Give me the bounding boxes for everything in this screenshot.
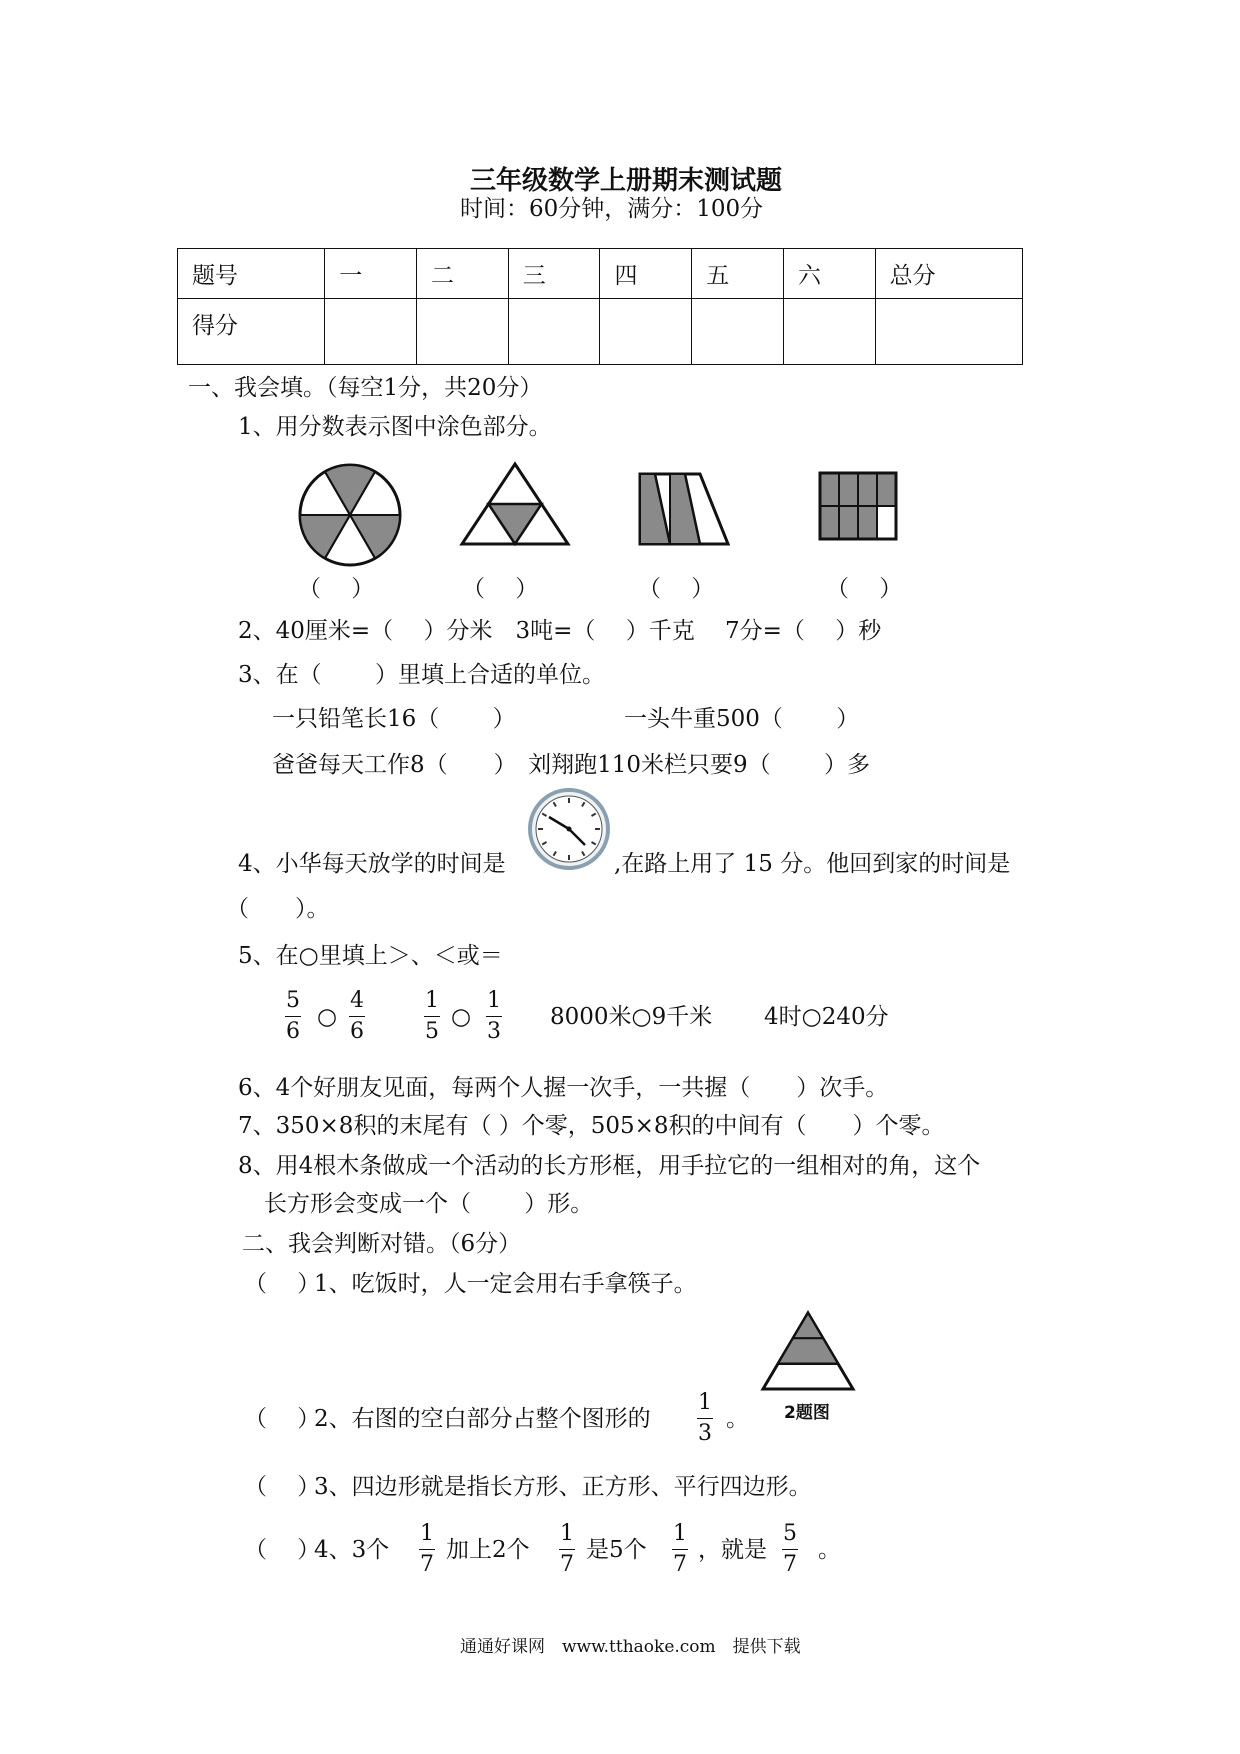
judge-blank-3[interactable]: （ ） bbox=[244, 1474, 321, 1500]
judge-blank-4[interactable]: （ ） bbox=[244, 1537, 321, 1563]
score-cell bbox=[325, 299, 417, 365]
score-table-col-5: 五 bbox=[692, 249, 784, 299]
score-table-col-2: 二 bbox=[417, 249, 509, 299]
q4-text-2: ,在路上用了 15 分。他回到家的时间是 bbox=[614, 851, 1011, 877]
footer: 通通好课网 www.tthaoke.com 提供下载 bbox=[460, 1637, 801, 1657]
q5-text: 5、在○里填上＞、＜或＝ bbox=[238, 943, 503, 969]
triangle-fraction-figure bbox=[459, 461, 571, 547]
exam-info: 时间：60分钟，满分：100分 bbox=[460, 196, 764, 222]
q1-blank-4[interactable]: （ ） bbox=[826, 576, 903, 602]
compare-circle[interactable]: ○ bbox=[451, 1004, 472, 1030]
q1-blank-1[interactable]: （ ） bbox=[298, 576, 375, 602]
trapezoid-fraction-figure bbox=[637, 471, 731, 547]
judge-2-fraction: 1 3 bbox=[698, 1390, 712, 1446]
q3-line1b: 一头牛重500（ ） bbox=[624, 706, 860, 732]
judge-4-text-d: ，就是 bbox=[698, 1537, 767, 1563]
compare-circle[interactable]: ○ bbox=[317, 1004, 338, 1030]
q3-text: 3、在（ ）里填上合适的单位。 bbox=[238, 662, 605, 688]
judge-4-fraction: 1 7 bbox=[673, 1521, 687, 1577]
q5-fraction: 1 3 bbox=[487, 988, 501, 1044]
judge-4-fraction-result: 5 7 bbox=[783, 1521, 797, 1577]
q1-blank-2[interactable]: （ ） bbox=[462, 576, 539, 602]
score-cell bbox=[875, 299, 1022, 365]
q5-fraction: 1 5 bbox=[425, 988, 439, 1044]
judge-4-fraction: 1 7 bbox=[420, 1521, 434, 1577]
q1-text: 1、用分数表示图中涂色部分。 bbox=[238, 414, 552, 440]
section2-heading: 二、我会判断对错。（6分） bbox=[242, 1231, 522, 1257]
q1-blank-3[interactable]: （ ） bbox=[638, 576, 715, 602]
score-table-header-label: 题号 bbox=[178, 249, 325, 299]
score-cell bbox=[600, 299, 692, 365]
judge-4-text-c: 是5个 bbox=[586, 1537, 647, 1563]
score-cell bbox=[783, 299, 875, 365]
figure-2-label: 2题图 bbox=[784, 1403, 830, 1423]
judge-blank-1[interactable]: （ ） bbox=[244, 1271, 321, 1297]
circle-fraction-figure bbox=[296, 461, 404, 569]
q8-text-line1: 8、用4根木条做成一个活动的长方形框，用手拉它的一组相对的角，这个 bbox=[238, 1153, 981, 1179]
stacked-triangle-figure bbox=[760, 1310, 856, 1392]
judge-blank-2[interactable]: （ ） bbox=[244, 1406, 321, 1432]
clock-icon bbox=[527, 787, 611, 871]
score-cell bbox=[508, 299, 600, 365]
score-table-col-4: 四 bbox=[600, 249, 692, 299]
q3-line1a: 一只铅笔长16（ ） bbox=[272, 706, 516, 732]
score-table-col-6: 六 bbox=[783, 249, 875, 299]
judge-4-fraction: 1 7 bbox=[560, 1521, 574, 1577]
q6-text: 6、4个好朋友见面，每两个人握一次手，一共握（ ）次手。 bbox=[238, 1075, 889, 1101]
score-table-col-3: 三 bbox=[508, 249, 600, 299]
q7-text: 7、350×8积的末尾有（ ）个零，505×8积的中间有（ ）个零。 bbox=[238, 1113, 945, 1139]
judge-4-end: 。 bbox=[818, 1537, 841, 1563]
score-table-col-total: 总分 bbox=[875, 249, 1022, 299]
q5-item-3: 8000米○9千米 bbox=[550, 1004, 713, 1030]
section1-heading: 一、我会填。（每空1分，共20分） bbox=[188, 375, 543, 401]
score-table bbox=[177, 248, 1023, 365]
q8-text-line2: 长方形会变成一个（ ）形。 bbox=[264, 1191, 594, 1217]
score-cell bbox=[417, 299, 509, 365]
page-title: 三年级数学上册期末测试题 bbox=[470, 166, 783, 196]
judge-1-text: 1、吃饭时，人一定会用右手拿筷子。 bbox=[314, 1271, 697, 1297]
score-table-col-1: 一 bbox=[325, 249, 417, 299]
q3-line2: 爸爸每天工作8（ ） 刘翔跑110米栏只要9（ ）多 bbox=[272, 752, 870, 778]
judge-3-text: 3、四边形就是指长方形、正方形、平行四边形。 bbox=[314, 1474, 812, 1500]
q5-fraction: 4 6 bbox=[350, 988, 364, 1044]
grid-fraction-figure bbox=[818, 471, 898, 541]
judge-4-text-a: 4、3个 bbox=[314, 1537, 390, 1563]
q4-text-1: 4、小华每天放学的时间是 bbox=[238, 851, 506, 877]
q5-fraction: 5 6 bbox=[286, 988, 300, 1044]
judge-4-text-b: 加上2个 bbox=[446, 1537, 530, 1563]
score-cell bbox=[692, 299, 784, 365]
q4-blank[interactable]: （ ）。 bbox=[226, 896, 330, 922]
q2-text: 2、40厘米=（ ）分米 3吨=（ ）千克 7分=（ ）秒 bbox=[238, 618, 882, 644]
q5-item-4: 4时○240分 bbox=[764, 1004, 889, 1030]
score-table-score-label: 得分 bbox=[178, 299, 325, 365]
judge-2-end: 。 bbox=[726, 1406, 749, 1432]
judge-2-text: 2、右图的空白部分占整个图形的 bbox=[314, 1406, 651, 1432]
